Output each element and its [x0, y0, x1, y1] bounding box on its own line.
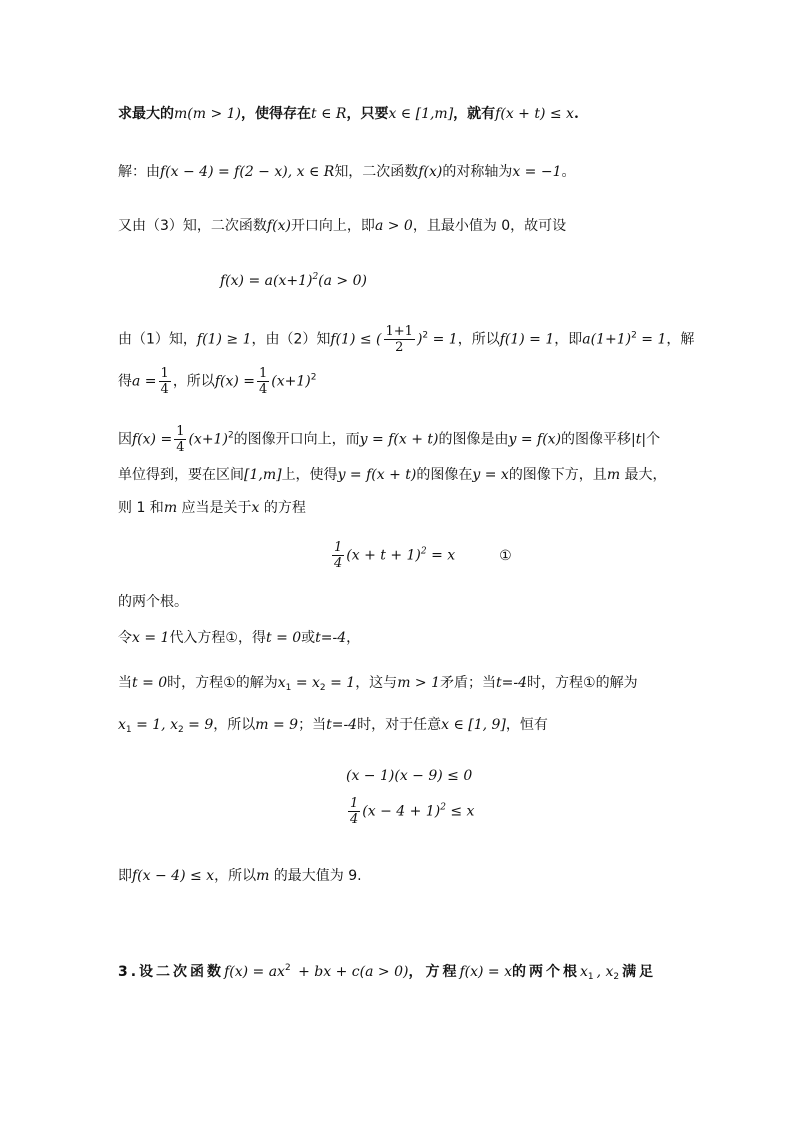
solution-line-8 [118, 498, 306, 518]
numerator: 1 [259, 366, 268, 381]
math: f(1) ≥ 1 [196, 331, 252, 348]
text: 时，方程①的解为 [167, 675, 278, 691]
text: 或 [301, 630, 316, 646]
math: f(x) = [132, 431, 173, 448]
text: ，就有 [453, 106, 496, 122]
text: 的图像在 [416, 467, 473, 483]
math-expr: f(x − 4) = f(2 − x), x ∈ R [160, 164, 335, 180]
text: ，所以 [213, 717, 256, 733]
math-fx: f(x) [266, 218, 291, 234]
formula-3: (x − 1)(x − 9) ≤ 0 [346, 768, 473, 784]
math: ) [416, 331, 423, 348]
exponent: 2 [440, 802, 446, 813]
solution-line-9: 的两个根。 [118, 594, 188, 610]
subscript: 1 [125, 725, 132, 735]
solution-line-7 [118, 465, 667, 485]
text: ，即 [554, 331, 583, 348]
exponent: 2 [631, 330, 637, 341]
math: x [251, 500, 260, 516]
math: x [118, 717, 126, 733]
math: m [256, 868, 270, 884]
math: f(x) = [214, 373, 255, 390]
solution-line-11 [118, 673, 638, 698]
numerator: 1 [176, 424, 185, 439]
fraction [384, 324, 415, 355]
math: , x [596, 964, 614, 980]
text: 矛盾；当 [440, 675, 497, 691]
text: . [573, 106, 579, 122]
math-axis: x = −1 [512, 164, 562, 180]
math: y = f(x + t) [337, 467, 417, 483]
numerator: 1 [160, 366, 169, 381]
math: (x + t + 1) [346, 547, 421, 564]
text: ，恒有 [505, 717, 548, 733]
math: f(x − 4) ≤ x [132, 868, 215, 884]
math: t = 0 [266, 630, 302, 646]
text: ，由（2）知 [251, 331, 331, 348]
math-cond: a > 0 [374, 218, 413, 234]
text: 最大， [620, 467, 667, 483]
formula-tail: (a > 0) [318, 273, 367, 289]
text: 个 [646, 431, 661, 448]
text: ，所以 [214, 868, 257, 884]
math: + bx + c(a > 0) [293, 964, 409, 980]
subscript: 1 [285, 683, 292, 693]
text: ，方程 [408, 964, 460, 980]
text: ，只要 [346, 106, 389, 122]
fraction [159, 366, 171, 397]
text: 的对称轴为 [442, 164, 513, 180]
math: x ∈ [1, 9] [441, 717, 506, 733]
text: 的图像平移 [561, 431, 632, 448]
math: a = [132, 373, 157, 390]
text: 求最大的 [118, 106, 174, 122]
formula-main: f(x) = a(x+1) [220, 273, 313, 289]
exponent: 2 [227, 430, 234, 441]
text: 代入方程①，得 [169, 630, 266, 646]
math: = 1 [428, 331, 458, 348]
subscript: 2 [319, 683, 326, 693]
text: 。 [561, 164, 576, 180]
text: 因 [118, 431, 132, 448]
math: y = f(x) [508, 431, 562, 448]
math: |t| [631, 431, 647, 448]
text: 开口向上，即 [290, 218, 375, 234]
math-m-cond: m(m > 1) [174, 106, 242, 122]
math: = x [426, 547, 456, 564]
math: m [606, 467, 621, 483]
math: f(1) ≤ ( [330, 331, 382, 348]
text: 上，使得 [281, 467, 338, 483]
text: ，使得存在 [241, 106, 312, 122]
math: m [163, 500, 178, 516]
math: f(1) = 1 [499, 331, 555, 348]
text: ，且最小值为 0，故可设 [412, 218, 567, 234]
math: t = 0 [132, 675, 168, 691]
text: 则 1 和 [118, 500, 164, 516]
math: [1,m] [244, 467, 282, 483]
text: 单位得到，要在区间 [118, 467, 244, 483]
text: 即 [118, 868, 132, 884]
problem-3 [118, 958, 656, 987]
math: = 9 [183, 717, 214, 733]
fraction [174, 424, 186, 455]
solution-line-13 [118, 866, 362, 886]
exponent: 2 [420, 546, 427, 557]
text: 应当是关于 [177, 500, 252, 516]
math: = x [291, 675, 320, 691]
text: ，所以 [457, 331, 500, 348]
subscript: 1 [587, 972, 597, 982]
math: m = 9 [255, 717, 299, 733]
solution-line-6 [118, 424, 660, 455]
text: 满足 [622, 964, 657, 980]
numerator: 1 [334, 540, 343, 555]
solution-line-1 [118, 162, 576, 182]
text: 的图像下方，且 [508, 467, 607, 483]
math: y = f(x + t) [359, 431, 439, 448]
text: 3.设二次函数 [118, 964, 225, 980]
fraction [332, 540, 344, 571]
math: t=-4 [496, 675, 528, 691]
equation-marker: ① [499, 547, 512, 564]
solution-line-2 [118, 216, 566, 236]
exponent: 2 [422, 330, 429, 341]
numerator: 1+1 [385, 324, 413, 339]
numerator: 1 [350, 796, 359, 811]
subscript: 2 [177, 725, 184, 735]
math: (x+1) [188, 431, 228, 448]
math: t=-4 [315, 630, 347, 646]
formula-2 [330, 540, 512, 571]
denominator: 4 [334, 556, 343, 571]
math: ≤ x [445, 803, 475, 820]
math: = 1 [636, 331, 667, 348]
text: 由（1）知， [118, 331, 197, 348]
math: (x+1) [271, 373, 311, 390]
math: a(1+1) [582, 331, 632, 348]
fraction [257, 366, 269, 397]
text: 的最大值为 9. [269, 868, 362, 884]
text: ，所以 [172, 373, 215, 390]
math: = 1 [325, 675, 356, 691]
formula-4 [346, 796, 474, 827]
fraction [348, 796, 360, 827]
text: ；当 [298, 717, 327, 733]
text: 解：由 [118, 164, 160, 180]
text: 得 [118, 373, 132, 390]
denominator: 4 [160, 382, 169, 397]
math: x [579, 964, 588, 980]
text: ，这与 [355, 675, 398, 691]
exponent: 2 [312, 272, 319, 282]
math: m > 1 [397, 675, 441, 691]
math: f(x) = x [459, 964, 512, 980]
denominator: 4 [259, 382, 268, 397]
math-inequality: f(x + t) ≤ x [495, 106, 574, 122]
text: 当 [118, 675, 132, 691]
math: t=-4 [326, 717, 358, 733]
math: = 1, x [131, 717, 178, 733]
solution-line-4 [118, 324, 694, 355]
text: ， [346, 630, 361, 646]
solution-line-12 [118, 715, 548, 740]
denominator: 4 [176, 440, 185, 455]
subscript: 2 [613, 972, 623, 982]
denominator: 2 [395, 340, 404, 355]
exponent: 2 [310, 372, 317, 383]
math: f(x) = ax [224, 964, 285, 980]
exponent: 2 [284, 963, 294, 973]
math: (x − 4 + 1) [362, 803, 441, 820]
text: 的方程 [259, 500, 306, 516]
math: x [277, 675, 286, 691]
math-x-interval: x ∈ [1,m] [388, 106, 454, 122]
text: ，解 [666, 331, 695, 348]
text: 的图像是由 [438, 431, 509, 448]
math: y = x [472, 467, 509, 483]
text: 时，方程①的解为 [527, 675, 638, 691]
text: 的图像开口向上，而 [233, 431, 360, 448]
math-fx: f(x) [418, 164, 443, 180]
formula-1 [220, 272, 367, 289]
text: 又由（3）知，二次函数 [118, 218, 267, 234]
text: 令 [118, 630, 132, 646]
text: 知，二次函数 [334, 164, 419, 180]
solution-line-10 [118, 628, 360, 648]
math: x = 1 [132, 630, 170, 646]
problem-statement [118, 104, 579, 124]
solution-line-5 [118, 366, 316, 397]
text: 的两个根 [511, 964, 580, 980]
math-t-in-r: t ∈ R [311, 106, 347, 122]
denominator: 4 [350, 812, 359, 827]
text: 时，对于任意 [357, 717, 442, 733]
